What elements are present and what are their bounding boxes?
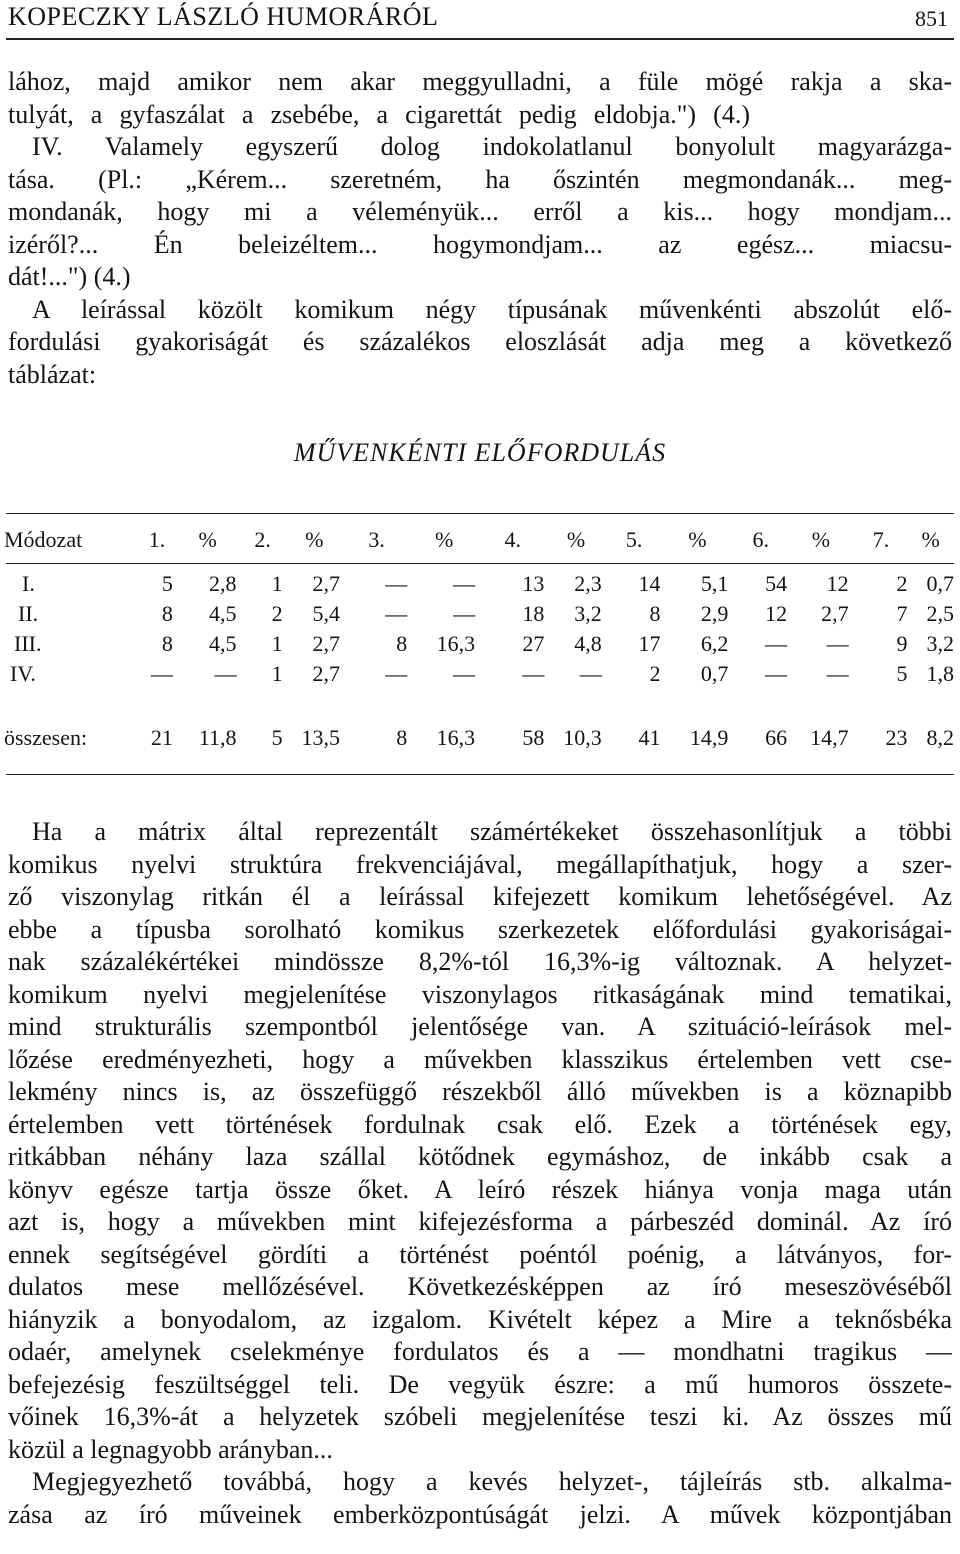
row-label: III.: [14, 631, 42, 656]
table-cell: 9: [896, 631, 908, 656]
column-header: Módozat: [4, 527, 83, 552]
page-header: [8, 0, 952, 32]
column-header: %: [434, 527, 454, 552]
table-cell: —: [214, 661, 237, 686]
column-header: 3.: [368, 527, 385, 552]
table-cell: —: [453, 601, 476, 626]
table-cell: 3,2: [574, 601, 602, 626]
row-label: II.: [18, 601, 39, 626]
text-line: nak százalékértékei mindössze 8,2%-tól 16,3%-ig változnak. A helyzet-: [8, 947, 952, 976]
table-cell: 5,4: [312, 601, 340, 626]
table-cell: 12: [765, 601, 788, 626]
column-header: %: [566, 527, 586, 552]
table-cell: 5: [271, 725, 283, 750]
table-cell: —: [385, 571, 408, 596]
table-cell: 2,7: [312, 631, 340, 656]
text-line: IV. Valamely egyszerű dolog indokolatlanul bonyolult magyarázga-: [32, 132, 952, 161]
text-line: odaér, amelynek cselekménye fordulatos és a — mondhatni tragikus —: [8, 1337, 952, 1366]
text-line: ennek segítségével gördíti a történést poéntól poénig, a látványos, for-: [8, 1239, 952, 1269]
table-title: MŰVENKÉNTI ELŐFORDULÁS: [293, 438, 667, 467]
table-total-row: [4, 723, 954, 753]
table-cell: 27: [522, 631, 545, 656]
header-rule: [6, 38, 954, 40]
frequency-table: [4, 520, 954, 753]
table-cell: 4,5: [209, 601, 237, 626]
row-label: összesen:: [4, 725, 88, 750]
table-cell: —: [826, 661, 849, 686]
table-cell: 1: [271, 661, 283, 686]
table-bottom-rule: [6, 774, 954, 775]
table-cell: 8: [161, 601, 173, 626]
text-line: közül a legnagyobb arányban...: [8, 1434, 333, 1464]
column-header: 2.: [254, 527, 271, 552]
table-cell: 11,8: [198, 725, 237, 750]
table-cell: 8: [649, 601, 661, 626]
table-cell: 2,8: [209, 571, 237, 596]
table-cell: 2,9: [700, 601, 729, 626]
table-cell: —: [453, 571, 476, 596]
table-cell: 18: [522, 601, 545, 626]
page-number: 851: [915, 6, 948, 31]
text-line: tulyát, a gyfaszálat a zsebébe, a cigarettát pedig eldobja.") (4.): [8, 99, 750, 129]
text-line: azt is, hogy a művekben mint kifejezésforma a párbeszéd dominál. Az író: [8, 1207, 952, 1236]
text-line: hiányzik a bonyodalom, az izgalom. Kivételt képez a Mire a teknősbéka: [8, 1304, 952, 1334]
column-header: %: [811, 527, 831, 552]
text-line: ritkábban néhány laza szállal kötődnek egymáshoz, de inkább csak a: [8, 1142, 952, 1171]
table-cell: 8: [396, 631, 408, 656]
text-line: mondanák, hogy mi a véleményük... erről a kis... hogy mondjam...: [8, 197, 952, 226]
text-line: izéről?... Én beleizéltem... hogymondjam... az egész... miacsu-: [8, 229, 952, 259]
table-cell: 5: [161, 571, 173, 596]
table-cell: 2,5: [926, 601, 954, 626]
table-row: [4, 659, 954, 689]
text-line: fordulási gyakoriságát és százalékos eloszlását adja meg a következő: [8, 327, 952, 356]
table-cell: —: [385, 601, 408, 626]
text-line: komikum nyelvi megjelenítése viszonylagos ritkaságának mind tematikai,: [8, 979, 952, 1009]
table-cell: 4,5: [209, 631, 237, 656]
table-cell: 5: [896, 661, 908, 686]
table-top-rule: [6, 513, 954, 514]
table-cell: 12: [826, 571, 849, 596]
text-line: komikus nyelvi struktúra frekvenciájával, megállapíthatjuk, hogy a szer-: [8, 849, 952, 879]
row-label: I.: [22, 571, 35, 596]
table-cell: 21: [150, 725, 173, 750]
table-cell: 7: [896, 601, 908, 626]
table-cell: 2: [896, 571, 908, 596]
table-row: [4, 629, 954, 659]
running-head: KOPECZKY LÁSZLÓ HUMORÁRÓL: [8, 2, 439, 31]
table-cell: —: [826, 631, 849, 656]
table-row: [4, 569, 954, 599]
table-cell: 13: [522, 571, 545, 596]
table-cell: —: [579, 661, 602, 686]
table-cell: 2: [271, 601, 283, 626]
table-cell: 0,7: [926, 571, 954, 596]
table-cell: 0,7: [700, 661, 729, 686]
table-cell: 41: [638, 725, 661, 750]
table-cell: 58: [522, 725, 545, 750]
table-cell: 10,3: [563, 725, 602, 750]
column-header: %: [198, 527, 217, 552]
table-cell: 23: [885, 725, 908, 750]
text-line: értelemben vett történések fordulnak csak elő. Ezek a történések egy,: [8, 1109, 952, 1139]
table-cell: —: [765, 661, 788, 686]
column-header: %: [305, 527, 324, 552]
text-line: lőzése eredményezheti, hogy a művekben klasszikus értelemben vett cse-: [8, 1044, 952, 1074]
intro-paragraph: [8, 66, 952, 391]
text-line: ebbe a típusba sorolható komikus szerkezetek előfordulási gyakoriságai-: [8, 914, 952, 944]
table-cell: 3,2: [926, 631, 954, 656]
row-label: IV.: [10, 661, 36, 686]
text-line: tása. (Pl.: „Kérem... szeretném, ha őszintén megmondanák... meg-: [8, 164, 952, 194]
table-cell: 66: [765, 725, 788, 750]
table-cell: 6,2: [700, 631, 729, 656]
table-cell: 2,7: [312, 571, 340, 596]
text-line: A leírással közölt komikum négy típusának művenkénti abszolút elő-: [32, 294, 952, 324]
text-line: mind strukturális szempontból jelentősége van. A szituáció-leírások mel-: [8, 1012, 952, 1041]
table-cell: 13,5: [301, 725, 340, 750]
table-cell: 2,7: [821, 601, 849, 626]
table-cell: —: [522, 661, 545, 686]
table-cell: 2: [649, 661, 661, 686]
text-line: lekmény nincs is, az összefüggő részekből álló művekben is a köznapibb: [8, 1077, 952, 1106]
table-cell: 1,8: [926, 661, 954, 686]
table-cell: 8: [396, 725, 408, 750]
table-cell: 16,3: [436, 725, 476, 750]
table-cell: 2,7: [312, 661, 340, 686]
table-cell: 1: [271, 631, 283, 656]
column-header: 5.: [625, 527, 643, 552]
table-header-row: [4, 520, 954, 560]
text-line: befejezésig feszültséggel teli. De vegyük észre: a mű humoros összete-: [8, 1369, 952, 1399]
table-cell: 14,7: [810, 725, 849, 750]
column-header: %: [921, 527, 940, 552]
table-row: [4, 599, 954, 629]
text-line: Ha a mátrix által reprezentált számértékeket összehasonlítjuk a többi: [32, 817, 952, 846]
table-cell: 1: [271, 571, 283, 596]
column-header: 1.: [148, 527, 166, 552]
text-line: táblázat:: [8, 359, 97, 389]
table-cell: —: [150, 661, 173, 686]
table-cell: 2,3: [574, 571, 602, 596]
table-cell: 4,8: [574, 631, 602, 656]
text-line: könyv egésze tartja össze őket. A leíró részek hiánya vonja maga után: [8, 1174, 952, 1204]
body-paragraph: [8, 816, 952, 1531]
table-cell: —: [453, 661, 476, 686]
table-cell: 14: [638, 571, 661, 596]
text-line: Megjegyezhető továbbá, hogy a kevés helyzet-, tájleírás stb. alkalma-: [32, 1467, 952, 1496]
table-cell: 14,9: [689, 725, 729, 750]
text-line: zása az író műveinek emberközpontúságát jelzi. A művek központjában: [8, 1499, 952, 1529]
text-line: dát!...") (4.): [8, 262, 131, 291]
table-cell: 17: [638, 631, 661, 656]
table-cell: 54: [765, 571, 788, 596]
table-cell: 8: [161, 631, 173, 656]
table-cell: 8,2: [926, 725, 954, 750]
table-cell: —: [385, 661, 408, 686]
table-cell: 5,1: [700, 571, 729, 596]
table-cell: 16,3: [436, 631, 476, 656]
text-line: dulatos mese mellőzésével. Következésképpen az író meseszövéséből: [8, 1272, 952, 1301]
column-header: 4.: [504, 527, 521, 552]
text-line: ző viszonylag ritkán él a leírással kifejezett komikum lehetőségével. Az: [8, 882, 952, 911]
text-line: lához, majd amikor nem akar meggyulladni, a füle mögé rakja a ska-: [8, 67, 952, 96]
table-cell: —: [765, 631, 788, 656]
column-header: 7.: [872, 527, 890, 552]
text-line: vőinek 16,3%-át a helyzetek szóbeli megjelenítése teszi ki. Az összes mű: [8, 1402, 952, 1431]
column-header: 6.: [752, 527, 769, 552]
column-header: %: [688, 527, 707, 552]
